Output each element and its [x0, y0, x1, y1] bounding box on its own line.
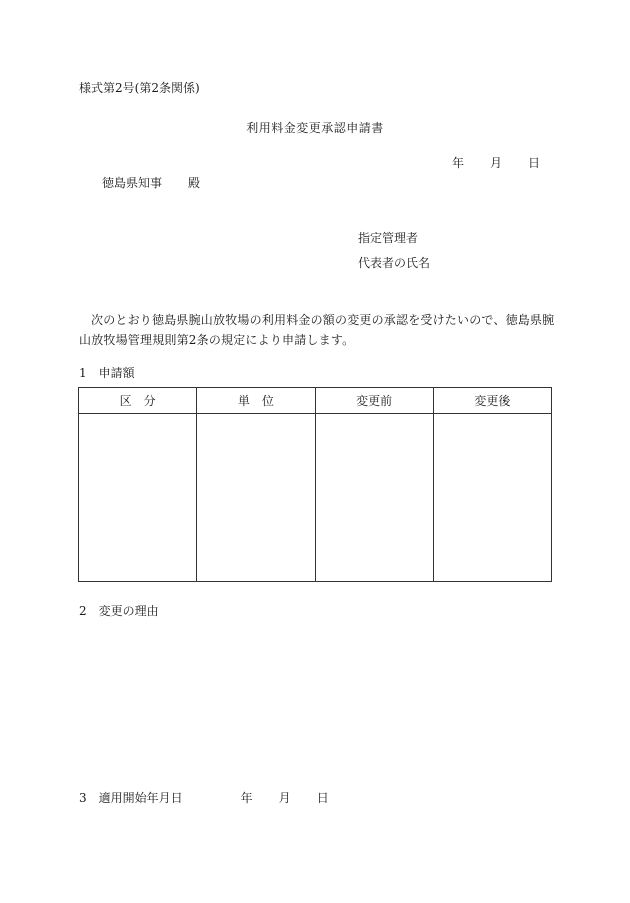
- column-header-after: 変更後: [433, 388, 551, 414]
- cell-unit[interactable]: [197, 414, 315, 582]
- cell-before[interactable]: [315, 414, 433, 582]
- column-header-before: 変更前: [315, 388, 433, 414]
- date-year-label: 年: [452, 156, 465, 170]
- manager-label: 指定管理者: [358, 231, 419, 245]
- application-body-text: 次のとおり徳島県腕山放牧場の利用料金の額の変更の承認を受けたいので、徳島県腕山放牧場管理規則第2条の規定により申請します。: [79, 313, 555, 347]
- section1-label: 申請額: [98, 366, 135, 380]
- addressee-name: 徳島県知事: [102, 176, 163, 190]
- date-day-label: 日: [528, 156, 541, 170]
- section1-number: 1: [79, 366, 87, 380]
- cell-after[interactable]: [433, 414, 551, 582]
- date-month-label: 月: [490, 156, 503, 170]
- addressee: [102, 176, 200, 190]
- section2-label: 変更の理由: [98, 604, 159, 618]
- fee-table-header-row: [79, 388, 552, 414]
- cell-category[interactable]: [79, 414, 197, 582]
- section2-number: 2: [79, 604, 87, 618]
- column-header-unit: 単 位: [197, 388, 315, 414]
- document-title: 利用料金変更承認申請書: [246, 121, 384, 135]
- column-header-category: 区 分: [79, 388, 197, 414]
- fee-table-row: [79, 414, 552, 582]
- addressee-honorific: 殿: [188, 176, 201, 190]
- section3-heading: [79, 791, 329, 805]
- form-number: 様式第2号(第2条関係): [79, 81, 200, 95]
- start-date-day-label: 日: [316, 791, 329, 805]
- start-date-month-label: 月: [278, 791, 291, 805]
- start-date-year-label: 年: [240, 791, 253, 805]
- section2-heading: [79, 604, 159, 618]
- representative-label: 代表者の氏名: [358, 256, 431, 270]
- section1-heading: [79, 366, 135, 380]
- fee-table: [78, 387, 552, 582]
- section3-label: 適用開始年月日: [98, 791, 183, 805]
- section3-number: 3: [79, 791, 87, 805]
- application-date: [452, 156, 540, 170]
